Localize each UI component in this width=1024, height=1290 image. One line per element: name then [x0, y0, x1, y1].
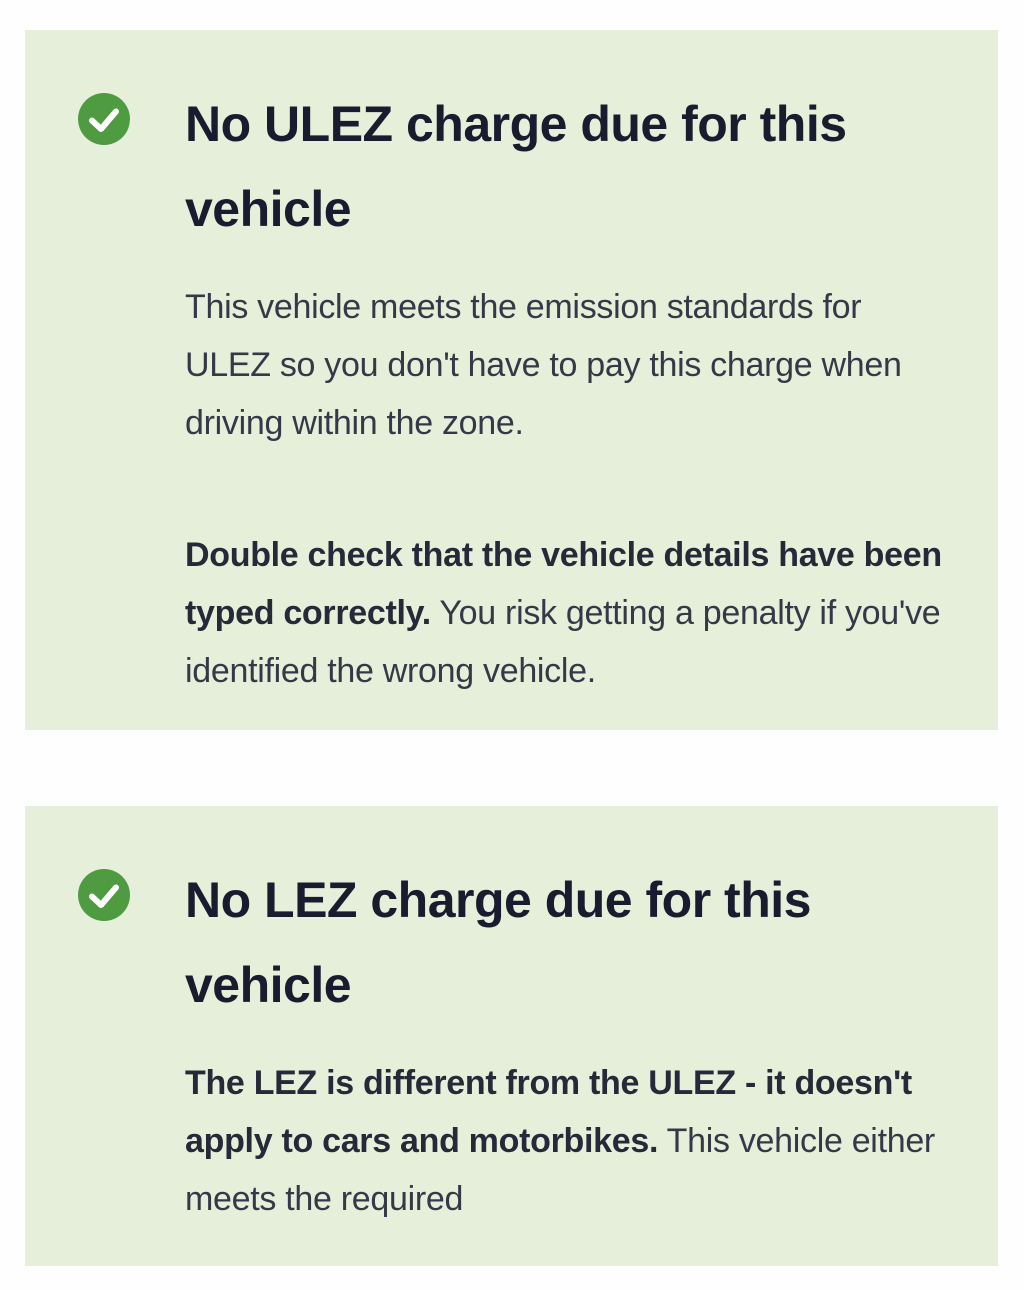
lez-panel-paragraph — [185, 1054, 942, 1228]
ulez-panel-paragraph — [185, 278, 942, 452]
ulez-paragraph-text: This vehicle meets the emission standards for ULEZ so you don't have to pay this charge when driving within the zone. — [185, 288, 902, 442]
ulez-result-panel — [25, 30, 998, 730]
lez-result-panel — [25, 806, 998, 1266]
lez-paragraph-text: This vehicle either meets the required — [185, 1122, 935, 1218]
ulez-panel-warning-paragraph — [185, 526, 942, 700]
check-circle-icon — [77, 868, 131, 922]
lez-panel-heading: No LEZ charge due for this vehicle — [185, 872, 811, 1013]
check-circle-icon — [77, 92, 131, 146]
lez-paragraph-bold-text: The LEZ is different from the ULEZ - it doesn't apply to cars and motorbikes. — [185, 1064, 912, 1160]
ulez-warning-text: You risk getting a penalty if you've identified the wrong vehicle. — [185, 594, 941, 690]
ulez-warning-bold-text: Double check that the vehicle details have been typed correctly. — [185, 536, 942, 632]
ulez-panel-content — [185, 82, 942, 700]
lez-panel-content — [185, 858, 942, 1228]
ulez-panel-heading: No ULEZ charge due for this vehicle — [185, 96, 847, 237]
